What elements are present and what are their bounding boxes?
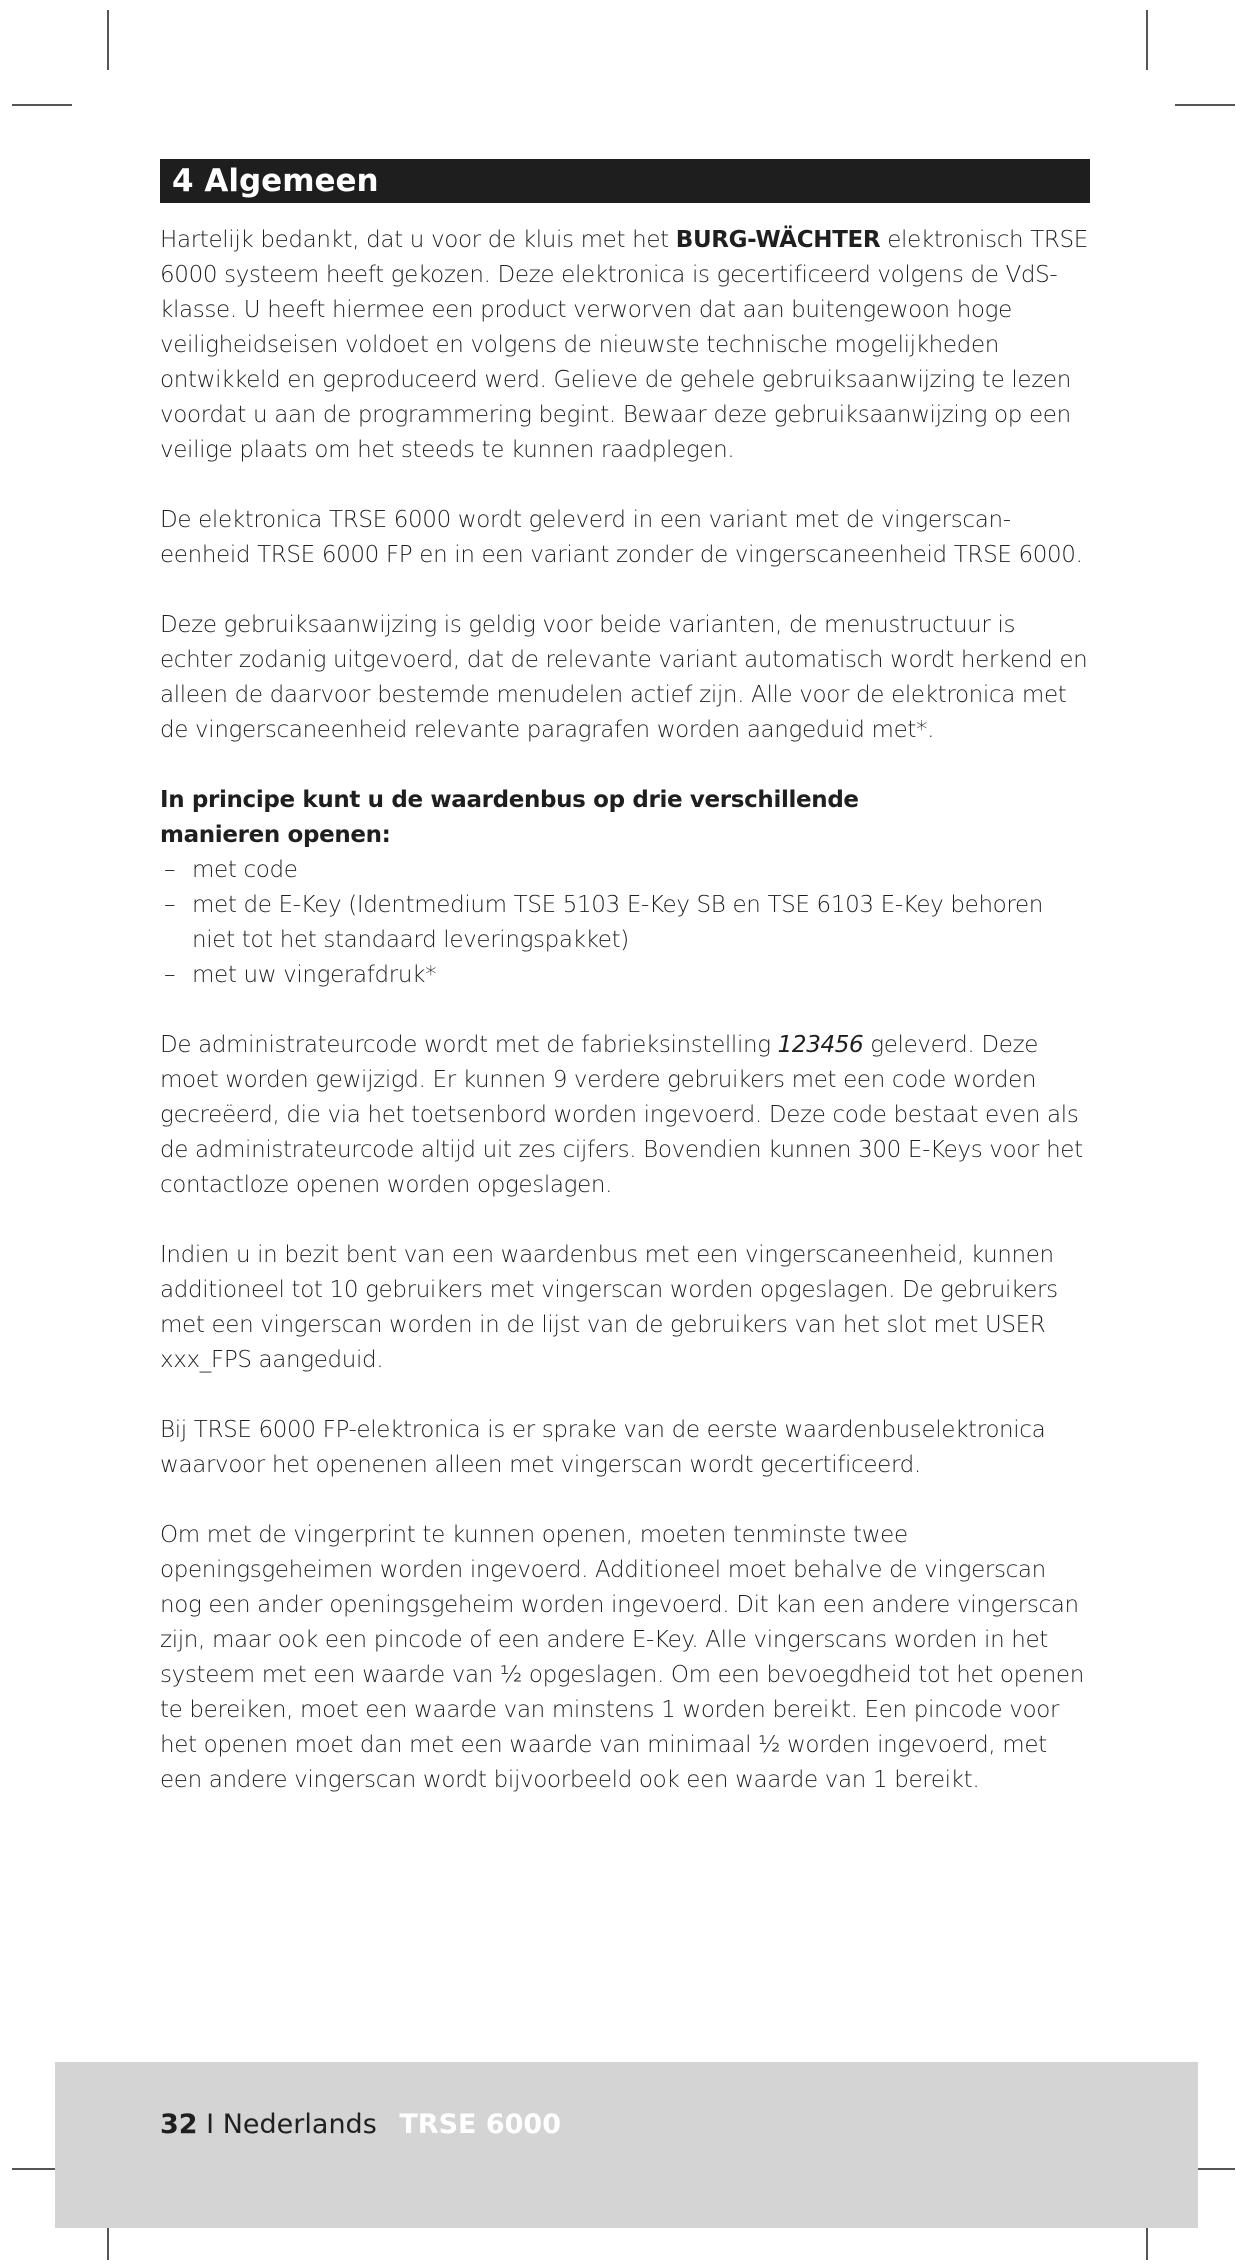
fingerprint-open-paragraph: Om met de vingerprint te kunnen openen, moeten tenminste twee openingsgeheimen worden ingevoerd. Additioneel moet behalve de vingerscan nog een ander openingsgeheim worden ingevoerd. Dit kan een andere vingerscan zijn, maar ook een pincode of een andere E-Key. Alle vingerscans worden in het systeem met een waarde van ½ opgeslagen. Om een bevoegdheid tot het openen te bereiken, moet een waarde van minstens 1 worden bereikt. Een pincode voor het openen moet dan met een waarde van minimaal ½ worden ingevoerd, met een andere vingerscan wordt bijvoorbeeld ook een waarde van 1 bereikt. (160, 1522, 1084, 1793)
admin-text-start: De administrateurcode wordt met de fabrieksinstelling (160, 1032, 778, 1058)
intro-paragraph (160, 223, 1090, 468)
crop-mark-top-right (1146, 10, 1148, 70)
list-item (160, 853, 1090, 888)
footer-separator: I (206, 2109, 215, 2140)
open-methods-title (160, 783, 1090, 853)
validity-paragraph: Deze gebruiksaanwijzing is geldig voor beide varianten, de menustructuur is echter zodanig uitgevoerd, dat de relevante variant automatisch wordt herkend en alleen de daarvoor bestemde menudelen actief zijn. Alle voor de elektronica met de vingerscaneenheid relevante paragrafen worden aangeduid met*. (160, 612, 1088, 743)
list-item (160, 888, 1090, 958)
crop-mark-top-left (107, 10, 109, 70)
page-footer (55, 2062, 1198, 2228)
list-item-text: met de E-Key (Identmedium TSE 5103 E-Key SB en TSE 6103 E-Key behoren niet tot het standaard leveringspakket) (192, 892, 1044, 953)
fingerscan-paragraph: Indien u in bezit bent van een waardenbus met een vingerscaneenheid, kunnen additioneel tot 10 gebruikers met vingerscan worden opgeslagen. De gebruikers met een vingerscan worden in de lijst van de gebruikers van het slot met USER xxx_FPS aangeduid. (160, 1242, 1058, 1373)
list-item (160, 958, 1090, 993)
variants-paragraph: De elektronica TRSE 6000 wordt geleverd in een variant met de vingerscan-eenheid TRSE 6000 FP en in een variant zonder de vingerscaneenheid TRSE 6000. (160, 507, 1083, 568)
fp-electronics-paragraph: Bij TRSE 6000 FP-elektronica is er sprake van de eerste waardenbuselektronica waarvoor het openenen alleen met vingerscan wordt gecertificeerd. (160, 1417, 1046, 1478)
admin-code-paragraph (160, 1028, 1090, 1203)
crop-mark-top-right-h (1175, 104, 1235, 106)
dash-bullet: – (164, 892, 176, 918)
dash-bullet: – (164, 857, 176, 883)
open-methods-list (160, 853, 1090, 993)
list-item-text: met uw vingerafdruk* (192, 962, 437, 988)
intro-text-start: Hartelijk bedankt, dat u voor de kluis met het (160, 227, 676, 253)
admin-text-rest: geleverd. Deze moet worden gewijzigd. Er kunnen 9 verdere gebruikers met een code worden gecreëerd, die via het toetsenbord worden ingevoerd. Deze code bestaat even als de administrateurcode altijd uit zes cijfers. Bovendien kunnen 300 E-Keys voor het contactloze openen worden opgeslagen. (160, 1032, 1083, 1198)
intro-text-rest: elektronisch TRSE 6000 systeem heeft gekozen. Deze elektronica is gecertificeerd volgens de VdS-klasse. U heeft hiermee een product verworven dat aan buitengewoon hoge veiligheidseisen voldoet en volgens de nieuwste technische mogelijkheden ontwikkeld en geproduceerd werd. Gelieve de gehele gebruiksaanwijzing te lezen voordat u aan de programmering begint. Bewaar deze gebruiksaanwijzing op een veilige plaats om het steeds te kunnen raadplegen. (160, 227, 1088, 463)
footer-product: TRSE 6000 (399, 2109, 562, 2140)
brand-name: BURG-WÄCHTER (675, 227, 881, 253)
page-content (160, 159, 1090, 1833)
open-methods-title-line2: manieren openen: (160, 822, 391, 848)
dash-bullet: – (164, 962, 176, 988)
section-heading: 4 Algemeen (160, 159, 1090, 203)
factory-code: 123456 (777, 1032, 864, 1058)
page-number: 32 (160, 2109, 198, 2140)
footer-text (160, 2107, 561, 2143)
footer-language: Nederlands (222, 2109, 377, 2140)
open-methods-title-line1: In principe kunt u de waardenbus op drie verschillende (160, 787, 859, 813)
crop-mark-top-left-h (12, 104, 72, 106)
list-item-text: met code (192, 857, 298, 883)
